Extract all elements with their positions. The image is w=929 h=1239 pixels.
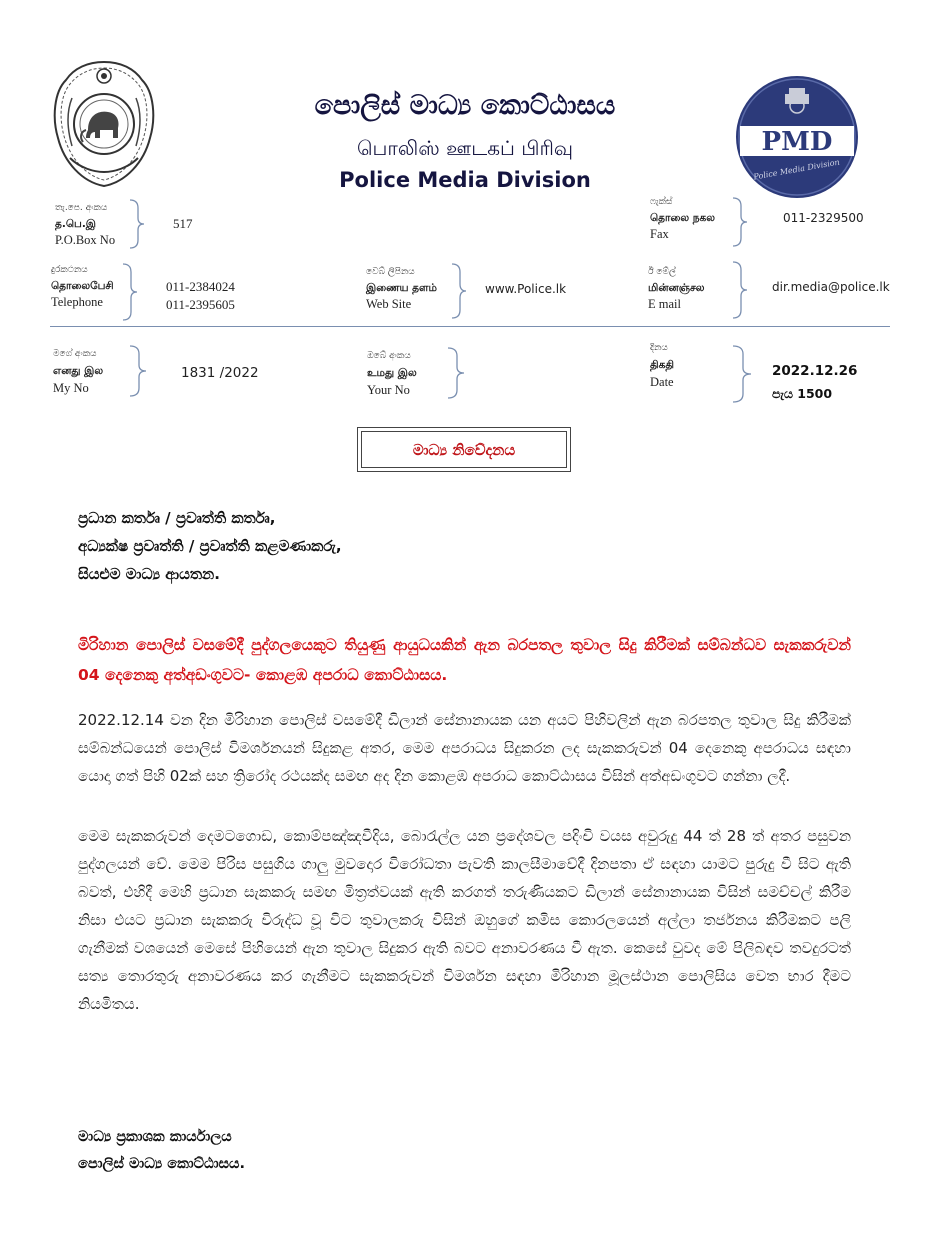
notice-title-box — [357, 427, 571, 472]
pobox-value: 517 — [173, 216, 193, 231]
header-title-english: Police Media Division — [339, 168, 591, 192]
myno-label-en: My No — [53, 381, 89, 395]
pmd-logo — [734, 74, 860, 200]
email-label-en: E mail — [648, 297, 681, 311]
email-value[interactable]: dir.media@police.lk — [772, 280, 890, 294]
police-emblem-logo — [50, 58, 158, 190]
addressee-line: සියළුම මාධ්‍ය ආයතන. — [78, 565, 220, 583]
website-value[interactable]: www.Police.lk — [485, 282, 567, 296]
brace-icon — [128, 198, 146, 250]
date-time: පැය 1500 — [772, 386, 833, 401]
date-label-en: Date — [650, 375, 674, 389]
brace-icon — [121, 262, 139, 322]
email-labels — [648, 264, 705, 312]
pobox-label-si: තැ.පෙ. අංකය — [55, 203, 108, 213]
pobox-label-ta: த.பெ.இ — [55, 218, 97, 230]
notice-title: මාධ්‍ය නිවේදනය — [412, 441, 516, 459]
yourno-label-ta: உமது இல — [367, 367, 417, 379]
body-paragraph: මෙම සැකකරුවන් දෙමටගොඩ, කොම්පඤ්ඤවීදිය, බොරැල්ල යන ප්‍රදේශවල පදිංචි වයස අවුරුදු 44 ත් 28 ත් අතර පසුවන පුද්ගලයන් වේ. මෙම පිරිස පසුගිය ගාලු මුවදොර විරෝධතා පැවති කාලසීමාවේදී දිනපතා ඒ සඳහා යාමට පුරුදු වී සිට ඇති බවත්, එහිදී මෙහි ප්‍රධාන සැකකරු සමඟ මිත්‍රත්වයක් ඇති කරගත් තරුණියකට ඩිලාන් සේනානායක විසින් සමච්චල් කිරීම නිසා එයට ප්‍රධාන සැකකරු විරුද්ධ වූ විට තුවාලකරු විසින් ඔහුගේ කමිස කොරලයෙන් අල්ලා තර්ජනය කිරීමකට පලි ගැනීමක් වශයෙන් මෙසේ පිහියෙන් ඇන තුවාල සිදුකර ඇති බවට අනාවරණය වී ඇත. කෙසේ වුවද මේ පිලිබඳව තවදුරටත් සත්‍ය තොරතුරු අනාවරණය කර ගැනීමට සැකකරුවන් විමර්ශන සඳහා මිරිහාන මූලස්ථාන පොලිසිය වෙත භාර දීමට නියමිතය. — [78, 827, 851, 1013]
telephone-label-si: දුරකථනය — [51, 265, 88, 275]
telephone-labels — [51, 262, 114, 310]
website-labels — [366, 264, 437, 312]
date-label-si: දිනය — [650, 343, 668, 353]
fax-label-en: Fax — [650, 227, 669, 241]
pobox-label-en: P.O.Box No — [55, 233, 116, 247]
pobox-labels — [55, 200, 115, 248]
header-title-tamil: பொலிஸ் ஊடகப் பிரிவு — [356, 136, 573, 160]
body-paragraph: 2022.12.14 වන දින මිරිහාන පොලිස් වසමේදී ඩිලාන් සේනානායක යන අයට පිහිවලින් ඇන බරපතල තුවාල සිදු කිරීමක් සම්බන්ධයෙන් පොලිස් විමර්ශනයන් සිදුකළ අතර, මෙම අපරාධය සිදුකරන ලද සැකකරුවන් 04 දෙනෙකු අපරාධය සඳහා යොදා ගත් පිහි 02ක් සහ ත්‍රිරෝද රථයක්ද සමඟ අද දින කොළඹ අපරාධ කොට්ඨාසය විසින් අත්අඩංගුවට ගන්නා ලදී. — [78, 711, 851, 785]
myno-value: 1831 /2022 — [181, 365, 259, 381]
date-label-ta: திகதி — [650, 359, 674, 371]
addressee-line: අධ්‍යක්ෂ ප්‍රවෘත්ති / ප්‍රවෘත්ති කළමණාකරු, — [78, 537, 342, 555]
website-label-ta: இணைய தளம் — [366, 282, 437, 294]
signature-line: මාධ්‍ය ප්‍රකාශක කාර්යාලය — [78, 1129, 232, 1145]
brace-icon — [731, 344, 753, 404]
website-label-si: වෙබ් ලිපිනය — [366, 267, 415, 277]
telephone-label-en: Telephone — [51, 295, 103, 309]
myno-label-ta: எனது இல — [53, 365, 104, 377]
press-headline: මිරිහාන පොලිස් වසමේදී පුද්ගලයෙකුට තියුණු ආයුධයකින් ඇන බරපතල තුවාල සිදු කිරීමක් සම්බන්ධව සැකකරුවන් 04 දෙනෙකු අත්අඩංගුවට- කොළඹ අපරාධ කොට්ඨාසය. — [78, 636, 851, 684]
signature-line: පොලිස් මාධ්‍ය කොට්ඨාසය. — [78, 1156, 245, 1172]
brace-icon — [731, 196, 749, 248]
email-label-ta: மின்னஞ்சல — [648, 282, 705, 294]
email-label-si: ඊ මේල් — [648, 267, 676, 277]
brace-icon — [450, 262, 468, 320]
telephone-value-2: 011-2395605 — [166, 297, 235, 312]
fax-label-si: ෆැක්ස් — [650, 197, 673, 207]
fax-value: 011-2329500 — [783, 211, 864, 225]
header-divider — [50, 326, 890, 327]
yourno-label-si: ඔබේ අංකය — [367, 351, 411, 361]
yourno-labels — [367, 348, 417, 399]
myno-labels — [53, 346, 103, 397]
date-labels — [650, 340, 674, 391]
brace-icon — [128, 344, 148, 398]
brace-icon — [446, 346, 466, 400]
addressee-line: ප්‍රධාන කර්තෘ / ප්‍රවෘත්ති කර්තෘ, — [78, 509, 276, 527]
fax-label-ta: தொலை நகல — [650, 212, 715, 224]
yourno-label-en: Your No — [367, 383, 410, 397]
pmd-logo-subtext: Police Media Division — [752, 157, 841, 182]
header-title-sinhala: පොලිස් මාධ්‍ය කොට්ඨාසය — [314, 90, 616, 121]
fax-labels — [650, 194, 715, 242]
pmd-logo-text: PMD — [761, 127, 833, 157]
brace-icon — [731, 260, 749, 320]
date-value: 2022.12.26 — [772, 363, 858, 379]
myno-label-si: මගේ අංකය — [53, 349, 97, 359]
telephone-value-1: 011-2384024 — [166, 279, 235, 294]
telephone-label-ta: தொலைபேசி — [51, 280, 114, 292]
website-label-en: Web Site — [366, 297, 412, 311]
